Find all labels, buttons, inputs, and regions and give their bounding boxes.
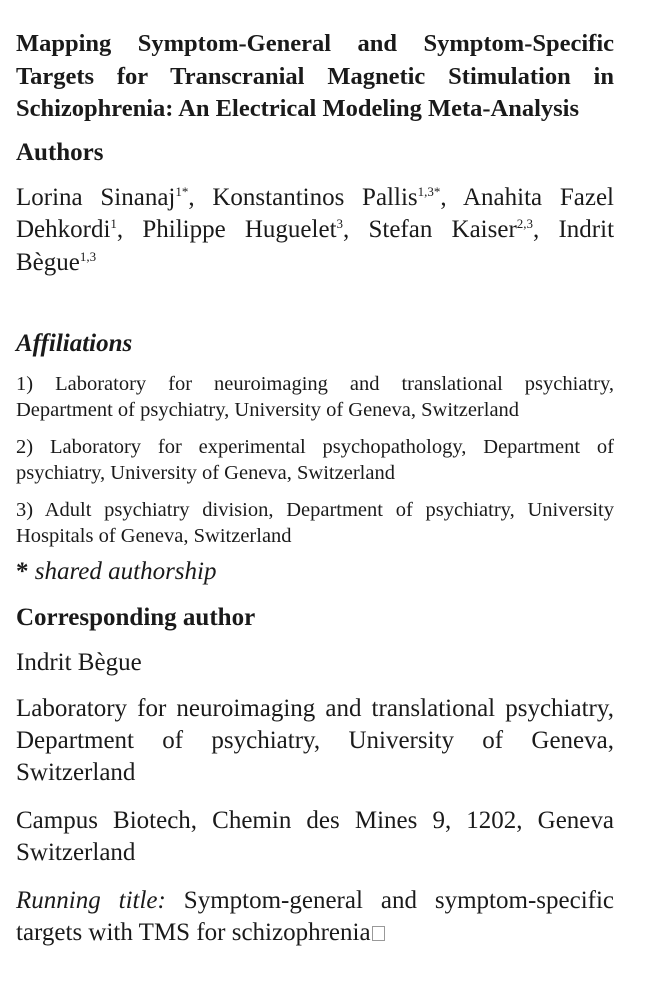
paper-front-page [16,28,614,949]
affiliation-item: 3) Adult psychiatry division, Department of psychiatry, University Hospitals of Geneva, Switzerland [16,499,614,547]
author: Philippe Huguelet$^3$, [142,216,369,243]
author-name: Philippe Huguelet [142,216,337,243]
running-title [16,885,614,949]
running-title-text: Symptom-general and symptom-specific targets with TMS for schizophrenia [16,887,615,946]
author-name: Anahita Fazel Dehkordi [16,183,614,243]
author: Konstantinos Pallis$^{1,3*}$, [212,183,463,211]
author-affiliation-mark: 2,3 [516,216,534,231]
author: Anahita Fazel Dehkordi$^1$, [16,183,614,243]
author-name: Stefan Kaiser [368,216,517,243]
author: Stefan Kaiser$^{2,3}$, [368,216,559,243]
corresponding-author-name: Indrit Bègue [16,649,142,676]
author-name: Lorina Sinanaj [16,183,176,211]
corresponding-author-lab: Laboratory for neuroimaging and translational psychiatry, Department of psychiatry, University of Geneva, Switzerland [16,695,614,786]
author: Lorina Sinanaj$^{1*}$, [16,183,213,211]
author-affiliation-mark: 1* [175,183,189,199]
affiliation-item: 2) Laboratory for experimental psychopathology, Department of psychiatry, University of Geneva, Switzerland [16,436,614,484]
author-affiliation-mark: 1,3 [79,248,97,264]
running-title-label: Running title: [16,887,166,914]
corresponding-author-heading: Corresponding author [16,604,256,631]
corresponding-author-address: Campus Biotech, Chemin des Mines 9, 1202, Geneva Switzerland [16,807,614,866]
paper-title: Mapping Symptom-General and Symptom-Specific Targets for Transcranial Magnetic Stimulation in Schizophrenia: An Electrical Modeling Meta-Analysis [16,30,614,122]
author-affiliation-mark: 1,3* [417,183,441,199]
author-name: Konstantinos Pallis [212,183,418,211]
author-list [16,182,614,280]
asterisk-mark: * [16,558,29,585]
affiliations-heading: Affiliations [16,330,133,357]
affiliation-item: 1) Laboratory for neuroimaging and translational psychiatry, Department of psychiatry, University of Geneva, Switzerland [16,373,614,421]
author-affiliation-mark: 3 [336,216,344,231]
author-name: Indrit Bègue [16,216,615,276]
authors-heading: Authors [16,138,104,166]
author-affiliation-mark: 1 [110,216,117,231]
shared-authorship-note [16,557,614,587]
missing-glyph-box-icon [372,926,385,941]
shared-authorship-text: shared authorship [34,558,217,585]
